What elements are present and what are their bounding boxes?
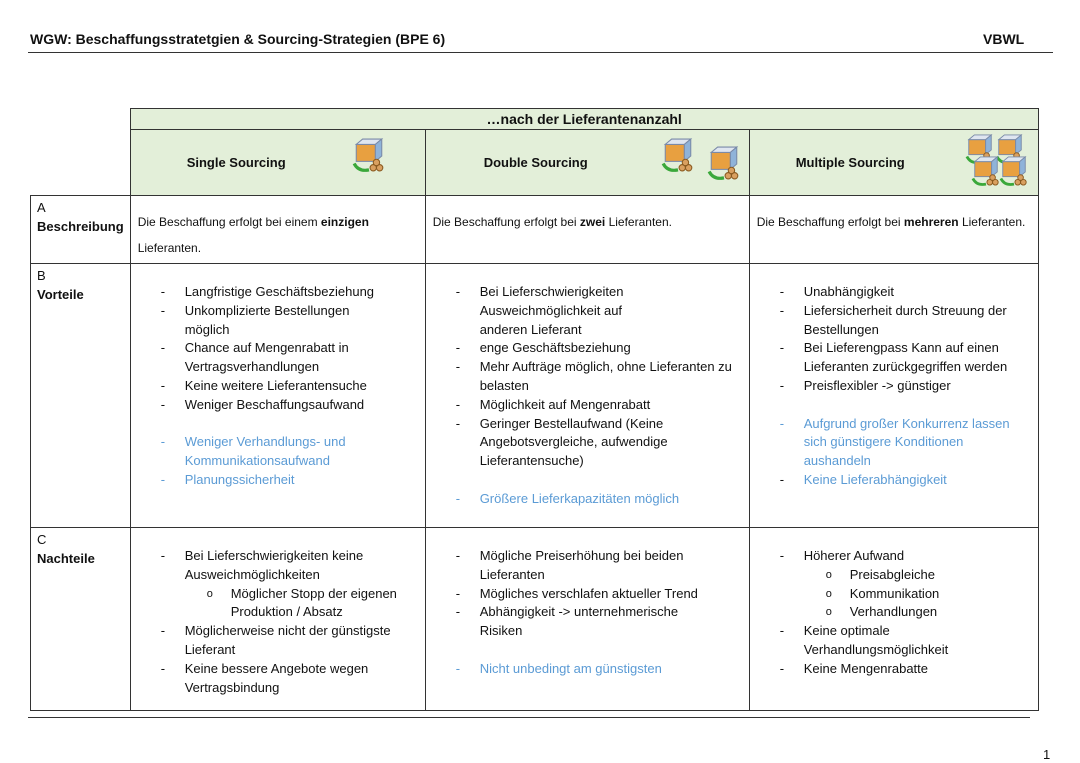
advantages-cell	[130, 264, 425, 528]
truck-icon	[706, 146, 742, 180]
row-letter: A	[37, 200, 46, 215]
truck-icon	[660, 138, 696, 172]
footer-divider	[28, 717, 1030, 718]
list-item: o Verhandlungen	[780, 603, 1034, 622]
list-item: - Mögliche Preiserhöhung bei beiden Lieferanten	[456, 547, 720, 585]
description-cell	[130, 196, 425, 264]
list-item: - Weniger Beschaffungsaufwand	[161, 396, 421, 415]
page-number: 1	[1043, 747, 1051, 762]
row-title: Beschreibung	[37, 219, 124, 234]
description-cell	[749, 196, 1038, 264]
row-beschreibung	[31, 196, 1039, 264]
list-item: - Keine weitere Lieferantensuche	[161, 377, 421, 396]
list-item: o Preisabgleiche	[780, 566, 1034, 585]
list-item: - Planungssicherheit	[161, 471, 421, 490]
advantages-cell	[749, 264, 1038, 528]
truck-icon	[998, 156, 1030, 186]
text: Die Beschaffung erfolgt bei	[432, 215, 580, 229]
text-bold: mehreren	[903, 215, 959, 229]
column-label: Double Sourcing	[483, 155, 588, 170]
list-item: - Unabhängigkeit	[780, 283, 1034, 302]
empty-corner	[31, 109, 131, 196]
list-item: - Weniger Verhandlungs- und Kommunikationsaufwand	[161, 433, 365, 471]
advantages-cell	[425, 264, 749, 528]
list-item: - Bei Lieferschwierigkeiten Ausweichmöglichkeit auf anderen Lieferant	[456, 283, 670, 339]
text: Die Beschaffung erfolgt bei einem	[137, 215, 321, 229]
table-title: …nach der Lieferantenanzahl	[130, 109, 1038, 130]
sourcing-table	[30, 108, 1039, 711]
column-label: Multiple Sourcing	[795, 155, 905, 170]
list-item: o Kommunikation	[780, 585, 1034, 604]
row-label	[31, 196, 131, 264]
subject-label: VBWL	[983, 31, 1025, 47]
row-title: Nachteile	[37, 551, 95, 566]
list-item: - Größere Lieferkapazitäten möglich	[456, 490, 745, 509]
text: Lieferanten.	[605, 215, 672, 229]
text: Lieferanten.	[958, 215, 1026, 229]
row-label	[31, 264, 131, 528]
list-item: - Höherer Aufwand	[780, 547, 1034, 566]
disadvantages-cell	[425, 528, 749, 711]
description-cell	[425, 196, 749, 264]
text: Lieferanten.	[137, 241, 202, 255]
column-header-single	[130, 130, 425, 196]
list-item: - Aufgrund großer Konkurrenz lassen sich günstigere Konditionen aushandeln	[780, 415, 1034, 471]
row-nachteile	[31, 528, 1039, 711]
list-item: - Nicht unbedingt am günstigsten	[456, 660, 745, 679]
column-header-double	[425, 130, 749, 196]
list-item: - Möglichkeit auf Mengenrabatt	[456, 396, 745, 415]
list-item: - Mögliches verschlafen aktueller Trend	[456, 585, 745, 604]
list-item: - Langfristige Geschäftsbeziehung	[161, 283, 421, 302]
list-item: - Geringer Bestellaufwand (Keine Angebotsvergleiche, aufwendige Lieferantensuche)	[456, 415, 700, 471]
list-item: - Möglicherweise nicht der günstigste Lieferant	[161, 622, 415, 660]
list-item: - Bei Lieferschwierigkeiten keine Ausweichmöglichkeiten	[161, 547, 405, 585]
text-bold: zwei	[579, 215, 606, 229]
list-item: - Chance auf Mengenrabatt in Vertragsverhandlungen	[161, 339, 365, 377]
row-letter: C	[37, 532, 47, 547]
row-title: Vorteile	[37, 287, 84, 302]
list-item: - Bei Lieferengpass Kann auf einen Lieferanten zurückgegriffen werden	[780, 339, 1024, 377]
document-title: WGW: Beschaffungsstratetgien & Sourcing-Strategien (BPE 6)	[30, 31, 446, 47]
list-item: - Keine Lieferabhängigkeit	[780, 471, 1034, 490]
truck-icon	[351, 138, 387, 172]
list-item: - Abhängigkeit -> unternehmerische Risiken	[456, 603, 720, 641]
disadvantages-cell	[749, 528, 1038, 711]
list-item: - Keine optimale Verhandlungsmöglichkeit	[780, 622, 984, 660]
disadvantages-cell	[130, 528, 425, 711]
list-item: o Möglicher Stopp der eigenen Produktion / Absatz	[161, 585, 421, 623]
list-item: - enge Geschäftsbeziehung	[456, 339, 745, 358]
column-header-multiple	[749, 130, 1038, 196]
list-item: - Preisflexibler -> günstiger	[780, 377, 1034, 396]
list-item: - Mehr Aufträge möglich, ohne Lieferanten zu belasten	[456, 358, 742, 396]
list-item: - Liefersicherheit durch Streuung der Bestellungen	[780, 302, 1024, 340]
header-divider	[28, 52, 1053, 53]
row-vorteile	[31, 264, 1039, 528]
list-item: - Keine Mengenrabatte	[780, 660, 1034, 679]
list-item: - Unkomplizierte Bestellungen möglich	[161, 302, 355, 340]
list-item: - Keine bessere Angebote wegen Vertragsbindung	[161, 660, 395, 698]
row-label	[31, 528, 131, 711]
column-label: Single Sourcing	[186, 155, 286, 170]
text: Die Beschaffung erfolgt bei	[756, 215, 904, 229]
row-letter: B	[37, 268, 46, 283]
text-bold: einzigen	[320, 215, 369, 229]
